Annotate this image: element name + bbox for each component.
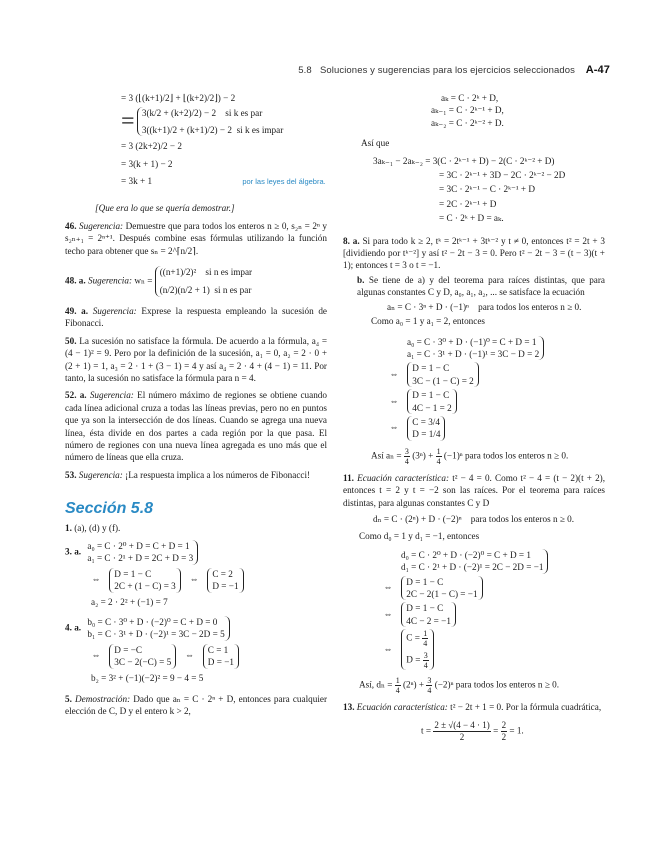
case-odd-cond: si k es impar xyxy=(236,124,284,135)
step-eq-2: 3C − 2(−C) = 5 xyxy=(114,657,172,668)
result-system xyxy=(203,644,239,669)
solution-8 xyxy=(343,235,605,272)
solution-text: Se tiene de a) y del teorema para raíces distintas, que para algunas constantes C y D, a₀, a₁, a₂, ... se satisface la ecuación xyxy=(357,274,606,298)
eq-line: = 3C · 2ᵏ⁻¹ + 3D − 2C · 2ᵏ⁻² − 2D xyxy=(439,170,566,181)
fraction xyxy=(395,676,401,695)
part-label: a. xyxy=(352,235,360,246)
quadratic-formula xyxy=(343,720,605,743)
formula-line xyxy=(343,301,605,313)
step-eq-2: 4C − 1 = 2 xyxy=(412,402,452,413)
hint-label: Sugerencia: xyxy=(87,275,133,286)
exercise-number: 3. xyxy=(65,546,72,557)
char-eq-label: Ecuación característica: xyxy=(357,472,450,483)
system-eq-1: b₀ = C · 3⁰ + D · (−2)⁰ = C + D = 0 xyxy=(87,617,218,627)
exercise-number: 1. xyxy=(65,522,72,533)
system-eq-1: a₀ = C · 2⁰ + D = C + D = 1 xyxy=(87,540,190,551)
como-line: Como d₀ = 1 y d₁ = −1, entonces xyxy=(359,531,480,542)
solution-text: t² − 2t + 1 = 0. Por la fórmula cuadrática, xyxy=(450,702,602,713)
hint-label: Sugerencia: xyxy=(79,220,124,231)
eq-line: = 2C · 2ᵏ⁻¹ + D xyxy=(439,198,497,209)
system-eq-2: d₁ = C · 2¹ + D · (−2)¹ = 2C − 2D = −1 xyxy=(401,562,544,573)
conclusion-end: (−2)ⁿ para todos los enteros n ≥ 0. xyxy=(434,679,560,690)
system xyxy=(83,616,229,641)
denominator: 4 xyxy=(404,456,409,466)
fraction xyxy=(436,447,442,466)
eq-line: aₖ₋₁ = C · 2ᵏ⁻¹ + D, xyxy=(431,105,504,116)
part-label: a. xyxy=(74,546,82,557)
step-eq-2: 4C − 2 = −1 xyxy=(406,615,451,626)
result-lhs: C = xyxy=(406,632,420,643)
step-eq-1: D = 1 − C xyxy=(406,576,444,587)
step-eq-2: 2C + (1 − C) = 3 xyxy=(114,581,176,592)
numerator: 1 xyxy=(395,676,400,686)
fraction xyxy=(501,720,508,743)
exercise-52 xyxy=(65,389,327,463)
step-system xyxy=(407,362,478,387)
eq-line: = 3 (⌊(k+1)/2⌋ + ⌊(k+2)/2⌋) − 2 xyxy=(121,93,236,103)
exercise-text: Exprese la respuesta empleando la sucesión de Fibonacci. xyxy=(65,305,327,329)
hint-label: Sugerencia: xyxy=(78,469,123,480)
step-system xyxy=(109,644,176,669)
left-column xyxy=(65,92,327,718)
exercise-number: 8. xyxy=(343,235,350,246)
conclusion-line xyxy=(343,447,605,466)
fraction xyxy=(404,447,410,466)
solution-3 xyxy=(65,540,327,608)
solution-5 xyxy=(65,693,327,718)
exercise-number: 11. xyxy=(343,472,354,483)
numerator: 2 xyxy=(501,719,507,730)
step-eq-1: D = 1 − C xyxy=(412,363,450,374)
fraction xyxy=(426,676,432,695)
numerator: 3 xyxy=(404,446,409,456)
iff-symbol: ⇔ xyxy=(389,395,399,406)
denominator: 4 xyxy=(395,686,400,696)
result-eq-1: C = 3/4 xyxy=(412,416,440,427)
case-1: ((n+1)/2)² xyxy=(159,267,197,278)
step-eq-2: 3C − (1 − C) = 2 xyxy=(412,375,474,386)
step-system xyxy=(401,576,482,601)
system-eq-2: b₁ = C · 3¹ + D · (−2)¹ = 3C − 2D = 5 xyxy=(87,629,225,640)
denominator: 4 xyxy=(436,456,441,466)
case-2: (n/2)(n/2 + 1) xyxy=(159,285,210,296)
iff-symbol: ⇔ xyxy=(91,650,101,661)
exercise-50 xyxy=(65,335,327,385)
step-eq-1: D = −C xyxy=(114,644,143,655)
case-even: 3(k/2 + (k+2)/2) − 2 xyxy=(141,108,217,119)
page-number: A-47 xyxy=(585,64,610,76)
result-eq-2: D = 1/4 xyxy=(412,429,441,440)
formula-end: = 1. xyxy=(509,725,524,736)
solution-1 xyxy=(65,522,327,534)
solution-text: t² − 4 = 0. Como t² − 4 = (t − 2)(t + 2), entonces t = 2 y t = −2 son las raíces. Por el teorema para raíces distintas, para algunas constantes C y D xyxy=(343,472,606,508)
exercise-48 xyxy=(65,266,327,297)
step-system xyxy=(401,602,456,627)
cases-block: = 3(k/2 + (k+2)/2) − 2 si k es par 3((k+1)/2 + (k+1)/2) − 2 si k es impar xyxy=(65,107,327,136)
step-system xyxy=(407,389,456,414)
eq-line: aₖ = C · 2ᵏ + D, xyxy=(441,93,499,103)
system-eq-2: a₁ = C · 3¹ + D · (−1)¹ = 3C − D = 2 xyxy=(407,348,540,359)
denominator: 4 xyxy=(427,686,432,696)
formula: dₙ = C · (2ⁿ) + D · (−2)ⁿ xyxy=(373,513,462,524)
system xyxy=(343,549,605,574)
conclusion-mid: (3ⁿ) + xyxy=(412,450,434,461)
eq-line: = C · 2ᵏ + D = aₖ. xyxy=(439,213,504,224)
eq-line: = 3C · 2ᵏ⁻¹ − C · 2ᵏ⁻¹ + D xyxy=(439,184,536,195)
case-even-cond: si k es par xyxy=(225,108,263,119)
solution-13 xyxy=(343,701,605,713)
exercise-number: 52. xyxy=(65,390,77,401)
eq-line: = 3(k + 1) − 2 xyxy=(121,158,173,169)
numerator: 3 xyxy=(427,676,432,686)
denominator: 4 xyxy=(423,639,428,649)
result-eq-1 xyxy=(406,629,428,648)
qed-note: [Que era lo que se quería demostrar.] xyxy=(95,203,235,214)
conclusion-prefix: Así, dₙ = xyxy=(359,679,393,690)
exercise-number: 46. xyxy=(65,220,77,231)
hint-label: Sugerencia: xyxy=(89,390,134,401)
proof-label: Demostración: xyxy=(75,694,131,705)
exercise-text: La sucesión no satisface la fórmula. De acuerdo a la fórmula, a₄ = (4 − 1)² = 9. Pero por la definición de la sucesión, a₁ = 0, a₂ = 2 · 0 + (2 + 1) = 1, a₃ = 2 · 1 + (3 − 1) = 4 y así a₄ = 2 · 4 + (4 − 1) = 11. Por tanto, la sucesión no satisface la fórmula para n = 4. xyxy=(65,335,328,383)
iff-symbol: ⇔ xyxy=(389,422,399,433)
part-label: a. xyxy=(81,305,89,316)
result-lhs: D = xyxy=(406,654,421,665)
iff-symbol: ⇔ xyxy=(383,608,393,619)
case-1-cond: si n es impar xyxy=(205,267,253,278)
result-eq-1: C = 1 xyxy=(207,644,229,655)
exercise-text: Demuestre que para todos los enteros n ≥ 0, s₂ₙ = 2ⁿ y s₂ₙ₊₁ = 2ⁿ⁺¹. Después combine esas fórmulas utilizando la función techo para obtener que sₙ = 2^⌈n/2⌉. xyxy=(65,220,327,256)
iff-symbol: ⇔ xyxy=(184,650,195,661)
exercise-46 xyxy=(65,220,327,257)
formula-note: para todos los enteros n ≥ 0. xyxy=(478,301,582,312)
exercise-number: 48. xyxy=(65,275,77,286)
eq-line: = 3 (2k+2)/2 − 2 xyxy=(121,141,182,152)
solution-text: Si para todo k ≥ 2, tᵏ = 2tᵏ⁻¹ + 3tᵏ⁻² y t ≠ 0, entonces t² = 2t + 3 [dividiendo por tᵏ⁻²] y así t² − 2t − 3 = 0. Pero t² − 2t − 3 = (t − 3)(t + 1); entonces t = 3 o t = −1. xyxy=(343,235,606,271)
formula-note: para todos los enteros n ≥ 0. xyxy=(470,513,575,524)
part-label: a. xyxy=(78,275,86,286)
margin-note: por las leyes del álgebra. xyxy=(242,177,326,187)
denominator: 4 xyxy=(423,661,428,671)
exercise-text: El número máximo de regiones se obtiene cuando cada línea adicional cruza a todas las líneas previas, pero no en puntos que ya son la intersección de dos líneas. Cuando se agrega una nueva línea, ésta divide en dos partes a cada región por la que pasa. El número de regiones con una nueva línea agregada es uno más que el número de líneas que ella cruza. xyxy=(65,390,327,463)
exercise-number: 50. xyxy=(65,335,77,346)
iff-symbol: ⇔ xyxy=(389,368,399,379)
hint-label: Sugerencia: xyxy=(92,305,137,316)
exercise-text: ¡La respuesta implica a los números de Fibonacci! xyxy=(125,469,311,480)
conclusion-prefix: Así aₙ = xyxy=(371,450,402,461)
system-eq-1: d₀ = C · 2⁰ + D · (−2)⁰ = C + D = 1 xyxy=(401,549,531,560)
system xyxy=(343,336,605,361)
solution-11 xyxy=(343,472,605,509)
numerator: 1 xyxy=(423,629,428,639)
exercise-number: 49. xyxy=(65,305,77,316)
step-eq-1: D = 1 − C xyxy=(114,568,152,579)
iff-symbol: ⇔ xyxy=(383,643,393,654)
denominator: 2 xyxy=(459,731,465,742)
piecewise-cases xyxy=(155,266,256,297)
piecewise-lhs: wₙ = xyxy=(134,275,153,286)
numerator: 2 ± √(4 − 4 · 1) xyxy=(434,719,490,730)
exercise-number: 13. xyxy=(343,702,355,713)
conclusion-mid: (2ⁿ) + xyxy=(403,679,425,690)
case-odd: 3((k+1)/2 + (k+1)/2) − 2 xyxy=(141,124,232,135)
header-title: Soluciones y sugerencias para los ejercicios seleccionados xyxy=(319,65,575,76)
solution-4 xyxy=(65,616,327,684)
system-eq-1: a₀ = C · 3⁰ + D · (−1)⁰ = C + D = 1 xyxy=(407,336,537,347)
step-eq-2: 2C − 2(1 − C) = −1 xyxy=(406,589,478,599)
system xyxy=(83,540,198,565)
part-label: a. xyxy=(74,622,82,633)
denominator: 2 xyxy=(501,731,507,742)
result-eq-2 xyxy=(406,651,428,670)
iff-symbol: ⇔ xyxy=(383,582,393,593)
solution-text: Dado que aₙ = C · 2ⁿ + D, entonces para cualquier elección de C, D y el entero k > 2, xyxy=(65,694,328,717)
fraction xyxy=(423,651,429,670)
section-heading: Sección 5.8 xyxy=(65,500,154,518)
result-system xyxy=(407,416,445,441)
exercise-number: 53. xyxy=(65,469,77,480)
exercise-49 xyxy=(65,305,327,330)
eq-line xyxy=(65,175,327,188)
final-value: b₂ = 3² + (−1)(−2)² = 9 − 4 = 5 xyxy=(91,672,204,683)
right-column xyxy=(343,92,605,743)
system-eq-2: a₁ = C · 2¹ + D = 2C + D = 3 xyxy=(87,553,194,564)
result-system xyxy=(207,568,243,593)
result-system xyxy=(401,629,433,670)
formula-line xyxy=(343,513,605,525)
exercise-number: 4. xyxy=(65,622,72,633)
exercise-53 xyxy=(65,469,327,481)
final-value: a₂ = 2 · 2² + (−1) = 7 xyxy=(91,596,168,607)
asi-que: Así que xyxy=(361,138,390,149)
case-2-cond: si n es par xyxy=(214,285,252,296)
fraction xyxy=(433,720,490,743)
iff-symbol: ⇔ xyxy=(91,574,101,585)
result-eq-2: D = −1 xyxy=(212,581,239,592)
eq-final: = 3k + 1 xyxy=(121,176,153,187)
formula: aₙ = C · 3ⁿ + D · (−1)ⁿ xyxy=(387,301,469,312)
part-label: b. xyxy=(357,274,365,285)
formula-lhs: t = xyxy=(421,725,432,736)
fraction xyxy=(422,629,428,648)
eq-line: aₖ₋₂ = C · 2ᵏ⁻² + D. xyxy=(431,117,504,128)
step-eq-1: D = 1 − C xyxy=(412,390,450,401)
conclusion-end: (−1)ⁿ para todos los enteros n ≥ 0. xyxy=(443,450,569,461)
iff-symbol: ⇔ xyxy=(189,574,199,585)
running-header xyxy=(298,64,610,76)
part-label: a. xyxy=(79,390,87,401)
step-eq-1: D = 1 − C xyxy=(406,603,444,614)
numerator: 3 xyxy=(423,651,428,661)
char-eq-label: Ecuación característica: xyxy=(356,702,448,713)
result-eq-2: D = −1 xyxy=(207,657,234,668)
result-eq-1: C = 2 xyxy=(212,568,233,579)
exercise-number: 5. xyxy=(65,694,72,705)
header-section: 5.8 xyxy=(298,65,312,76)
solution-text: (a), (d) y (f). xyxy=(74,522,121,533)
numerator: 1 xyxy=(436,446,441,456)
eq-line: 3aₖ₋₁ − 2aₖ₋₂ = 3(C · 2ᵏ⁻¹ + D) − 2(C · 2ᵏ⁻² + D) xyxy=(373,155,555,166)
como-line: Como a₀ = 1 y a₁ = 2, entonces xyxy=(371,316,485,327)
step-system xyxy=(109,568,180,593)
conclusion-line xyxy=(343,676,605,695)
equals-sign: = xyxy=(493,725,499,736)
solution-8b xyxy=(343,274,605,299)
